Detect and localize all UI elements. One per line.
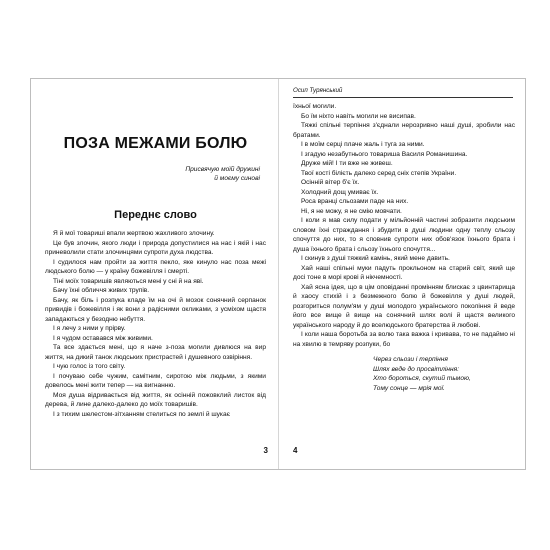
poem xyxy=(293,355,515,393)
paragraph: І я чудом оставався між живими. xyxy=(53,334,153,342)
paragraph: Тяжкі спільні терпіння з'єднали нерозривно наші душі, зробили нас братами. xyxy=(293,122,515,139)
paragraph: Тіні моїх товаришів являються мені у сні й на яві. xyxy=(53,277,204,285)
page-number: 3 xyxy=(263,446,268,455)
dedication-line: Присвячую моїй дружині xyxy=(185,166,260,173)
poem-line: Хто бороться, скутий тьмою, xyxy=(373,375,471,382)
paragraph: І я лечу з ними у прірву. xyxy=(53,325,126,332)
paragraph: І коли наша боротьба за волю така важка і кривава, то не падаймо ні на хвилю в темряву розпуки, бо xyxy=(293,331,515,348)
page-number: 4 xyxy=(293,446,298,455)
paragraph: І скинув з душі тяжкий камінь, який мене давить. xyxy=(301,255,450,262)
right-page xyxy=(279,79,527,469)
running-head-author: Осип Турянський xyxy=(293,87,513,98)
paragraph: Холодний дощ умиває їх. xyxy=(301,188,379,196)
paragraph: Я й мої товариші впали жертвою жахливого злочину. xyxy=(53,230,215,237)
paragraph: їхньої могили. xyxy=(293,103,337,110)
paragraph: Це був злочин, якого люди і природа допустилися на нас і якій і нас приневолили стати злочинцями супроти духа людства. xyxy=(45,239,266,256)
poem-line: Шлях веде до просвітління: xyxy=(373,365,459,373)
right-page-text xyxy=(293,102,515,349)
left-page-text xyxy=(45,229,266,419)
dedication-line: й моєму синові xyxy=(214,175,260,182)
paragraph: Бачу їхні обличчя живих трупів. xyxy=(53,287,150,294)
dedication xyxy=(45,165,266,183)
section-subtitle: Переднє слово xyxy=(114,209,197,221)
paragraph: Осінній вітер б'є їх. xyxy=(301,179,360,186)
paragraph: І в моїм серці плаче жаль і туга за ними. xyxy=(301,141,425,148)
paragraph: І коли я мав силу подати у мільйонній частині зобразити людським словом їхні страждання і збудити в душі людини одну теплу сльозу спочуття до них, то я сповнив супроти них обов'язок їхнього брата і душа їхнього брата і сльозу їхнього спочуття... xyxy=(293,217,515,253)
paragraph: Роса вранці сльозами паде на них. xyxy=(301,198,409,205)
chapter-title: ПОЗА МЕЖАМИ БОЛЮ xyxy=(63,135,248,152)
book-spread xyxy=(30,78,526,470)
paragraph: Моя душа відривається від життя, як осінній пожовклий листок від дерева, й лине далеко-далеко до моїх товаришів. xyxy=(45,391,266,408)
paragraph: І судилося нам пройти за життя пекло, яке кинуло нас поза межі людського болю — у країну божевілля і смерті. xyxy=(45,258,266,275)
poem-line: Через сльози і терпіння xyxy=(373,356,448,363)
poem-line: Тому сонце — мрія мої. xyxy=(373,384,445,392)
paragraph: Твої кості білієть далеко серед сніх степів України. xyxy=(301,169,457,177)
paragraph: Та все здається мені, що я наче з-поза могили дивлюся на вир життя, на дикий танок людських пристрастей і душевного озвіріння. xyxy=(45,344,266,361)
paragraph: Хай наші спільні муки падуть прокльоном на старий світ, який ще досі тоне в морі крові й нікчемності. xyxy=(293,264,515,281)
paragraph: Бо їм ніхто навіть могили не висипав. xyxy=(301,112,416,120)
left-page xyxy=(31,79,278,469)
paragraph: Хай ясна ідея, що в цім оповіданні промінням блискає з цвинтарища й хаосу стихій і з безмежного болю й божевілля у душі людей, розгориться полум'ям у душі молодого українського покоління й веде його все вище й вище на сонячний шлях волі й щастя великого українського народу й до вселюдського братерства й любові. xyxy=(293,283,515,329)
paragraph: І згадую незабутнього товариша Василя Романишина. xyxy=(301,150,468,158)
paragraph: Бачу, як біль і розпука кладе їм на очі й мозок сонячний серпанок привидів і божевілля і як вони з радісними окликами, з усміхом щастя западаються у безодню небуття. xyxy=(45,296,266,323)
paragraph: І почуваю себе чужим, самітним, сиротою між людьми, з якими довелось мені жити тепер — на вигнанню. xyxy=(45,372,266,389)
paragraph: І чую голос із того світу. xyxy=(53,363,126,370)
paragraph: І з тихим шелестом-зітханням стелиться по землі й шукає xyxy=(53,410,230,418)
paragraph: Друже мій! І ти вже не живеш. xyxy=(301,160,393,167)
paragraph: Ні, я не можу, я не смію мовчати. xyxy=(301,207,402,215)
